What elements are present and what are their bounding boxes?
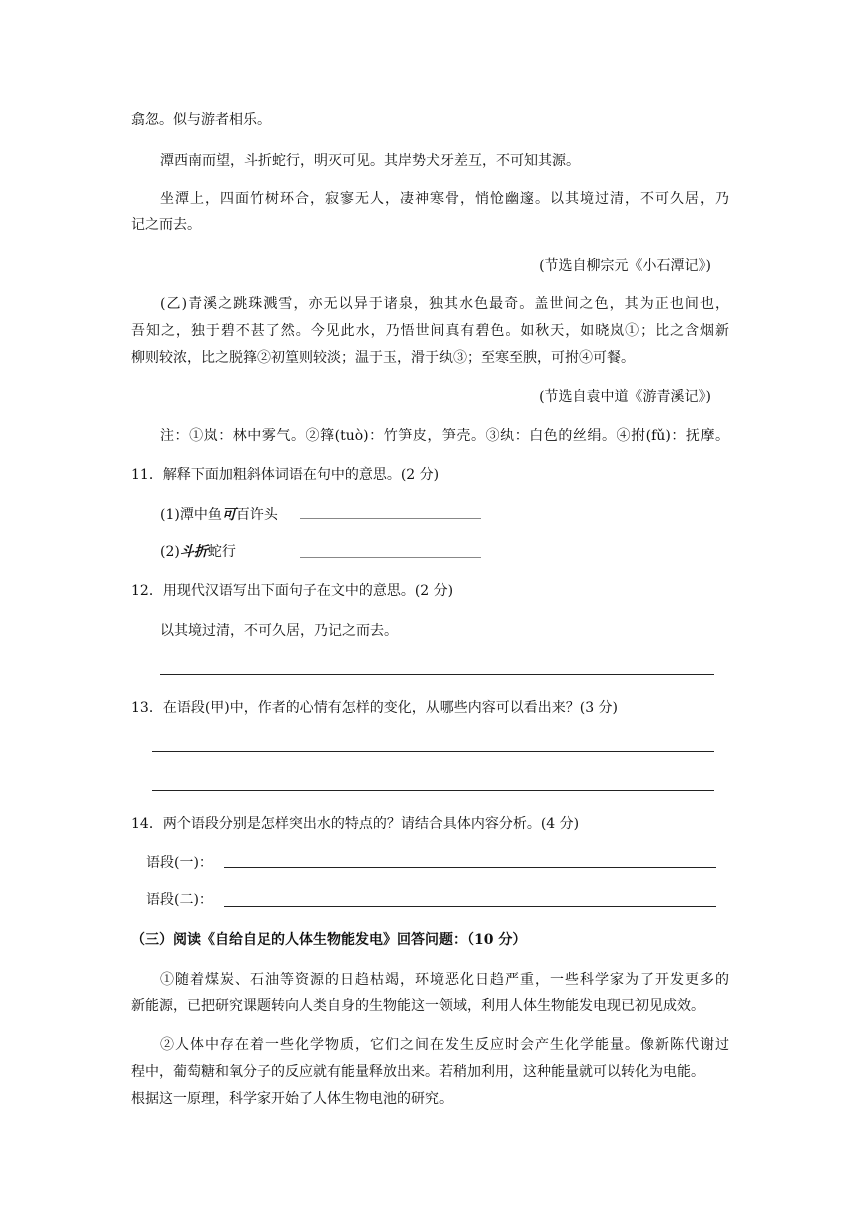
question-13-stem: 13．在语段(甲)中，作者的心情有怎样的变化，从哪些内容可以看出来？(3 分): [131, 700, 619, 716]
answer-line[interactable]: [224, 906, 716, 907]
section-3-paragraph: ②人体中存在着一些化学物质，它们之间在发生反应时会产生化学能量。像新陈代谢过: [160, 1037, 729, 1053]
section-3-paragraph: 根据这一原理，科学家开始了人体生物电池的研究。: [131, 1091, 453, 1107]
passage-yi-line: (乙)青溪之跳珠溅雪，亦无以异于诸泉，独其水色最奇。盖世间之色，其为正也间也，: [160, 296, 729, 312]
passage-yi-line: 吾知之，独于碧不甚了然。今见此水，乃悟世间真有碧色。如秋天，如晓岚①；比之含烟新: [131, 323, 729, 339]
answer-line[interactable]: [300, 518, 481, 519]
answer-label: 语段(二)：: [146, 892, 213, 908]
source-citation: (节选自袁中道《游青溪记》): [539, 389, 711, 405]
question-12-sentence: 以其境过清，不可久居，乃记之而去。: [160, 623, 398, 639]
section-heading: （三）阅读《自给自足的人体生物能发电》回答问题：（10 分）: [131, 932, 527, 948]
section-3-paragraph: 新能源，已把研究课题转向人类自身的生物能这一领域，利用人体生物能发电现已初见成效。: [131, 998, 705, 1014]
answer-line[interactable]: [152, 790, 714, 791]
passage-jia-paragraph: 记之而去。: [131, 217, 201, 233]
section-3-paragraph: ①随着煤炭、石油等资源的日趋枯竭，环境恶化日趋严重，一些科学家为了开发更多的: [160, 972, 729, 988]
highlighted-word: 可: [221, 507, 236, 523]
annotation-notes: 注：①岚：林中雾气。②箨(tuò)：竹笋皮，笋壳。③纨：白色的丝绢。④拊(fǔ)：抚摩。: [160, 428, 729, 444]
item-text: (1)潭中鱼: [160, 507, 222, 523]
section-3-paragraph: 程中，葡萄糖和氧分子的反应就有能量释放出来。若稍加利用，这种能量就可以转化为电能。: [131, 1064, 705, 1080]
passage-yi-line: 柳则较浓，比之脱箨②初篁则较淡；温于玉，滑于纨③；至寒至腴，可拊④可餐。: [131, 350, 635, 366]
item-text: 蛇行: [207, 544, 236, 560]
answer-line[interactable]: [300, 557, 481, 558]
highlighted-word: 斗折: [179, 544, 208, 560]
answer-line[interactable]: [224, 867, 716, 868]
question-11-item-2: [160, 542, 236, 562]
passage-jia-line: 翕忽。似与游者相乐。: [131, 112, 271, 128]
question-11-item-1: [160, 505, 278, 525]
source-citation: (节选自柳宗元《小石潭记》): [539, 258, 711, 274]
passage-jia-paragraph: 潭西南而望，斗折蛇行，明灭可见。其岸势犬牙差互，不可知其源。: [160, 153, 580, 169]
answer-label: 语段(一)：: [146, 855, 213, 871]
answer-line[interactable]: [152, 751, 714, 752]
question-11-stem: 11．解释下面加粗斜体词语在句中的意思。(2 分): [131, 467, 440, 483]
question-14-stem: 14．两个语段分别是怎样突出水的特点的？请结合具体内容分析。(4 分): [131, 816, 580, 832]
item-text: 百许头: [235, 507, 278, 523]
item-text: (2): [160, 544, 180, 560]
answer-line[interactable]: [160, 674, 714, 675]
passage-jia-paragraph: 坐潭上，四面竹树环合，寂寥无人，凄神寒骨，悄怆幽邃。以其境过清，不可久居，乃: [160, 191, 729, 207]
question-12-stem: 12．用现代汉语写出下面句子在文中的意思。(2 分): [131, 583, 454, 599]
